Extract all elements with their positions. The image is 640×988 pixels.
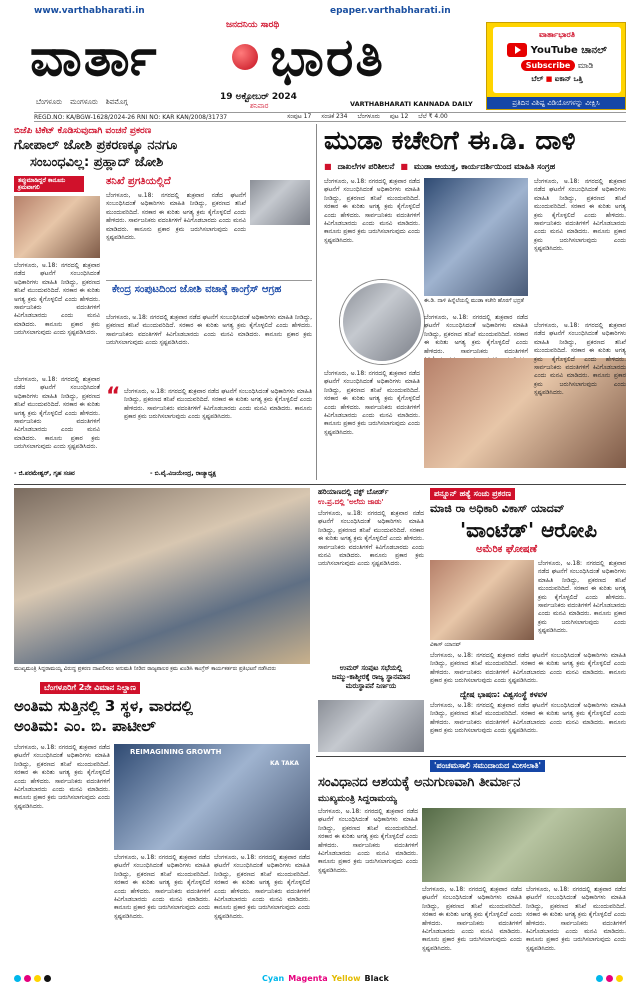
protest-photo — [14, 488, 310, 664]
section-divider — [14, 484, 626, 485]
yellow-label: Yellow — [331, 974, 361, 983]
youtube-play-icon — [507, 43, 527, 57]
registration-number: REGD.NO: KA/BGW-1628/2024-26 RNI NO: KAR KAN/2008/31737 — [34, 113, 228, 121]
jk-headline-3: ಮರುಸ್ಥಾಪನೆ ನಿರ್ಣಯ — [345, 682, 397, 690]
joshi-body-2: ಬೆಂಗಳೂರು, ಅ.18: ನಗರದಲ್ಲಿ ಶುಕ್ರವಾರ ನಡೆದ ಘಟನೆಗೆ ಸಂಬಂಧಿಸಿದಂತೆ ಅಧಿಕಾರಿಗಳು ಮಾಹಿತಿ ನೀಡಿದ್ದು, ಪ್ರಕರಣದ ತನಿಖೆ ಮುಂದುವರಿದಿದೆ. ಸರಕಾರ ಈ ಕುರಿತು ಅಗತ್ಯ ಕ್ರಮ ಕೈಗೊಳ್ಳಲಿದೆ ಎಂದು ಹೇಳಿದರು. ಸಾರ್ವಜನಿಕರು ವದಂತಿಗಳಿಗೆ ಕಿವಿಗೊಡಬಾರದು ಎಂದು ಮನವಿ ಮಾಡಿದರು. ಕಾನೂನು ಪ್ರಕಾರ ಕ್ರಮ ಜರುಗಿಸಲಾಗುವುದು ಎಂದು ಸ್ಪಷ್ಟಪಡಿಸಿದರು. — [14, 376, 100, 451]
cmyk-labels — [262, 974, 389, 983]
haryana-headline-2: ಉ.ಪ್ರ.ದಲ್ಲಿ 'ಅಲೆದು ಜಾಡು' — [318, 498, 384, 506]
magenta-dot-icon — [24, 975, 31, 982]
quote-credit-1: - ಜಿ.ಪರಮೇಶ್ವರ್, ಗೃಹ ಸಚಿವ — [14, 470, 75, 477]
muda-subhead-2: ಮುಡಾ ಆಯುಕ್ತ, ಕಾರ್ಯದರ್ಶಿಯಿಂದ ಮಾಹಿತಿ ಸಂಗ್ರಹ — [413, 162, 556, 171]
editions-list — [36, 98, 128, 107]
info-city: ಬೆಂಗಳೂರು — [357, 113, 380, 120]
youtube-ad[interactable] — [486, 22, 626, 110]
edition-item: ಮಂಗಳೂರು — [70, 98, 98, 106]
epaper-url[interactable]: epaper.varthabharati.in — [330, 6, 451, 16]
hate-speech-headline: ದ್ವೇಷ ಭಾಷಣ: ವಿಶ್ವಸಂಸ್ಥೆ ಕಳವಳ — [460, 690, 548, 699]
masthead-title-right: ಭಾರತಿ — [270, 27, 385, 88]
airport-headline-1: ಅಂತಿಮ ಸುತ್ತಿನಲ್ಲಿ 3 ಸ್ಥಳ, ವಾರದಲ್ಲಿ — [14, 697, 193, 715]
joshi-kicker: ಬಿಜೆಪಿ ಟಿಕೆಟ್ ಕೊಡಿಸುವುದಾಗಿ ವಂಚನೆ ಪ್ರಕರಣ — [14, 126, 152, 136]
airport-body-1: ಬೆಂಗಳೂರು, ಅ.18: ನಗರದಲ್ಲಿ ಶುಕ್ರವಾರ ನಡೆದ ಘಟನೆಗೆ ಸಂಬಂಧಿಸಿದಂತೆ ಅಧಿಕಾರಿಗಳು ಮಾಹಿತಿ ನೀಡಿದ್ದು, ಪ್ರಕರಣದ ತನಿಖೆ ಮುಂದುವರಿದಿದೆ. ಸರಕಾರ ಈ ಕುರಿತು ಅಗತ್ಯ ಕ್ರಮ ಕೈಗೊಳ್ಳಲಿದೆ ಎಂದು ಹೇಳಿದರು. ಸಾರ್ವಜನಿಕರು ವದಂತಿಗಳಿಗೆ ಕಿವಿಗೊಡಬಾರದು ಎಂದು ಮನವಿ ಮಾಡಿದರು. ಕಾನೂನು ಪ್ರಕಾರ ಕ್ರಮ ಜರುಗಿಸಲಾಗುವುದು ಎಂದು ಸ್ಪಷ್ಟಪಡಿಸಿದರು. — [14, 744, 110, 810]
probe-kicker: ತನಿಖೆ ಪ್ರಗತಿಯಲ್ಲಿದೆ — [106, 176, 171, 187]
airport-photo-banner: REIMAGINING GROWTH — [130, 748, 222, 756]
issue-day: ಶನಿವಾರ — [250, 102, 269, 110]
probe-body: ಬೆಂಗಳೂರು, ಅ.18: ನಗರದಲ್ಲಿ ಶುಕ್ರವಾರ ನಡೆದ ಘಟನೆಗೆ ಸಂಬಂಧಿಸಿದಂತೆ ಅಧಿಕಾರಿಗಳು ಮಾಹಿತಿ ನೀಡಿದ್ದು, ಪ್ರಕರಣದ ತನಿಖೆ ಮುಂದುವರಿದಿದೆ. ಸರಕಾರ ಈ ಕುರಿತು ಅಗತ್ಯ ಕ್ರಮ ಕೈಗೊಳ್ಳಲಿದೆ ಎಂದು ಹೇಳಿದರು. ಸಾರ್ವಜನಿಕರು ವದಂತಿಗಳಿಗೆ ಕಿವಿಗೊಡಬಾರದು ಎಂದು ಮನವಿ ಮಾಡಿದರು. ಕಾನೂನು ಪ್ರಕಾರ ಕ್ರಮ ಜರುಗಿಸಲಾಗುವುದು ಎಂದು ಸ್ಪಷ್ಟಪಡಿಸಿದರು. — [106, 192, 246, 242]
joshi-headline-line1: ಗೋಪಾಲ್ ಜೋಶಿ ಪ್ರಕರಣಕ್ಕೂ ನನಗೂ — [14, 138, 178, 153]
info-price: ಬೆಲೆ ₹ 4.00 — [418, 113, 448, 120]
muda-body-4: ಬೆಂಗಳೂರು, ಅ.18: ನಗರದಲ್ಲಿ ಶುಕ್ರವಾರ ನಡೆದ ಘಟನೆಗೆ ಸಂಬಂಧಿಸಿದಂತೆ ಅಧಿಕಾರಿಗಳು ಮಾಹಿತಿ ನೀಡಿದ್ದು, ಪ್ರಕರಣದ ತನಿಖೆ ಮುಂದುವರಿದಿದೆ. ಸರಕಾರ ಈ ಕುರಿತು ಅಗತ್ಯ ಕ್ರಮ ಕೈಗೊಳ್ಳಲಿದೆ ಎಂದು ಹೇಳಿದರು. ಸಾರ್ವಜನಿಕರು ವದಂತಿಗಳಿಗೆ — [424, 314, 528, 355]
muda-subheads: ■ ದಾಖಲೆಗಳ ಪರಿಶೀಲನೆ ■ ಮುಡಾ ಆಯುಕ್ತ, ಕಾರ್ಯದರ್ಶಿಯಿಂದ ಮಾಹಿತಿ ಸಂಗ್ರಹ — [324, 162, 556, 171]
jk-headline-1: ಉಮರ್ ಸಂಪುಟ ಸಭೆಯಲ್ಲಿ — [339, 664, 403, 672]
muda-headline: ಮುಡಾ ಕಚೇರಿಗೆ ಈ.ಡಿ. ದಾಳಿ — [324, 126, 576, 156]
wanted-body-2: ಬೆಂಗಳೂರು, ಅ.18: ನಗರದಲ್ಲಿ ಶುಕ್ರವಾರ ನಡೆದ ಘಟನೆಗೆ ಸಂಬಂಧಿಸಿದಂತೆ ಅಧಿಕಾರಿಗಳು ಮಾಹಿತಿ ನೀಡಿದ್ದು, ಪ್ರಕರಣದ ತನಿಖೆ ಮುಂದುವರಿದಿದೆ. ಸರಕಾರ ಈ ಕುರಿತು ಅಗತ್ಯ ಕ್ರಮ ಕೈಗೊಳ್ಳಲಿದೆ ಎಂದು ಹೇಳಿದರು. ಸಾರ್ವಜನಿಕರು ವದಂತಿಗಳಿಗೆ ಕಿವಿಗೊಡಬಾರದು ಎಂದು ಮನವಿ ಮಾಡಿದರು. ಕಾನೂನು ಪ್ರಕಾರ ಕ್ರಮ ಜರುಗಿಸಲಾಗುವುದು ಎಂದು ಸ್ಪಷ್ಟಪಡಿಸಿದರು. — [430, 652, 626, 685]
edition-item: ಶಿವಮೊಗ್ಗ — [105, 98, 128, 106]
jk-headline-2: ಜಮ್ಮು-ಕಾಶ್ಮೀರಕ್ಕೆ ರಾಜ್ಯ ಸ್ಥಾನಮಾನ — [331, 673, 411, 681]
vikas-photo-caption: ವಿಕಾಸ್ ಯಾದವ್ — [430, 642, 462, 648]
muda-body-2: ಬೆಂಗಳೂರು, ಅ.18: ನಗರದಲ್ಲಿ ಶುಕ್ರವಾರ ನಡೆದ ಘಟನೆಗೆ ಸಂಬಂಧಿಸಿದಂತೆ ಅಧಿಕಾರಿಗಳು ಮಾಹಿತಿ ನೀಡಿದ್ದು, ಪ್ರಕರಣದ ತನಿಖೆ ಮುಂದುವರಿದಿದೆ. ಸರಕಾರ ಈ ಕುರಿತು ಅಗತ್ಯ ಕ್ರಮ ಕೈಗೊಳ್ಳಲಿದೆ ಎಂದು ಹೇಳಿದರು. ಸಾರ್ವಜನಿಕರು ವದಂತಿಗಳಿಗೆ ಕಿವಿಗೊಡಬಾರದು ಎಂದು ಮನವಿ ಮಾಡಿದರು. ಕಾನೂನು ಪ್ರಕಾರ ಕ್ರಮ ಜರುಗಿಸಲಾಗುವುದು ಎಂದು ಸ್ಪಷ್ಟಪಡಿಸಿದರು. — [534, 178, 626, 253]
youtube-ad-panel — [493, 27, 621, 93]
info-pages: ಪುಟ 12 — [389, 113, 409, 120]
divider — [106, 280, 312, 281]
vijayendra-quote: ಬೆಂಗಳೂರು, ಅ.18: ನಗರದಲ್ಲಿ ಶುಕ್ರವಾರ ನಡೆದ ಘಟನೆಗೆ ಸಂಬಂಧಿಸಿದಂತೆ ಅಧಿಕಾರಿಗಳು ಮಾಹಿತಿ ನೀಡಿದ್ದು, ಪ್ರಕರಣದ ತನಿಖೆ ಮುಂದುವರಿದಿದೆ. ಸರಕಾರ ಈ ಕುರಿತು ಅಗತ್ಯ ಕ್ರಮ ಕೈಗೊಳ್ಳಲಿದೆ ಎಂದು ಹೇಳಿದರು. ಸಾರ್ವಜನಿಕರು ವದಂತಿಗಳಿಗೆ ಕಿವಿಗೊಡಬಾರದು ಎಂದು ಮನವಿ ಮಾಡಿದರು. ಕಾನೂನು ಪ್ರಕಾರ ಕ್ರಮ ಜರುಗಿಸಲಾಗುವುದು ಎಂದು ಸ್ಪಷ್ಟಪಡಿಸಿದರು. — [124, 388, 312, 421]
panchamasali-kicker: 'ಪಂಚಮಸಾಲಿ ಸಮುದಾಯದ ಮೀಸಲಾತಿ' — [430, 760, 545, 772]
black-dot-icon — [44, 975, 51, 982]
vikas-yadav-photo — [430, 560, 534, 640]
masthead-title-left: ವಾರ್ತಾ — [30, 27, 159, 88]
muda-body-5: ಬೆಂಗಳೂರು, ಅ.18: ನಗರದಲ್ಲಿ ಶುಕ್ರವಾರ ನಡೆದ ಘಟನೆಗೆ ಸಂಬಂಧಿಸಿದಂತೆ ಅಧಿಕಾರಿಗಳು ಮಾಹಿತಿ ನೀಡಿದ್ದು, ಪ್ರಕರಣದ ತನಿಖೆ ಮುಂದುವರಿದಿದೆ. ಸರಕಾರ ಈ ಕುರಿತು ಅಗತ್ಯ ಕ್ರಮ ಕೈಗೊಳ್ಳಲಿದೆ ಎಂದು ಹೇಳಿದರು. ಸಾರ್ವಜನಿಕರು ವದಂತಿಗಳಿಗೆ ಕಿವಿಗೊಡಬಾರದು ಎಂದು ಮನವಿ ಮಾಡಿದರು. ಕಾನೂನು ಪ್ರಕಾರ ಕ್ರಮ ಜರುಗಿಸಲಾಗುವುದು ಎಂದು ಸ್ಪಷ್ಟಪಡಿಸಿದರು. — [534, 322, 626, 397]
black-label: Black — [364, 974, 389, 983]
wanted-line-2: 'ವಾಂಟೆಡ್' ಆರೋಪಿ — [460, 518, 598, 542]
wanted-body-1: ಬೆಂಗಳೂರು, ಅ.18: ನಗರದಲ್ಲಿ ಶುಕ್ರವಾರ ನಡೆದ ಘಟನೆಗೆ ಸಂಬಂಧಿಸಿದಂತೆ ಅಧಿಕಾರಿಗಳು ಮಾಹಿತಿ ನೀಡಿದ್ದು, ಪ್ರಕರಣದ ತನಿಖೆ ಮುಂದುವರಿದಿದೆ. ಸರಕಾರ ಈ ಕುರಿತು ಅಗತ್ಯ ಕ್ರಮ ಕೈಗೊಳ್ಳಲಿದೆ ಎಂದು ಹೇಳಿದರು. ಸಾರ್ವಜನಿಕರು ವದಂತಿಗಳಿಗೆ ಕಿವಿಗೊಡಬಾರದು ಎಂದು ಮನವಿ ಮಾಡಿದರು. ಕಾನೂನು ಪ್ರಕಾರ ಕ್ರಮ ಜರುಗಿಸಲಾಗುವುದು ಎಂದು ಸ್ಪಷ್ಟಪಡಿಸಿದರು. — [538, 560, 626, 635]
panchamasali-body-1: ಬೆಂಗಳೂರು, ಅ.18: ನಗರದಲ್ಲಿ ಶುಕ್ರವಾರ ನಡೆದ ಘಟನೆಗೆ ಸಂಬಂಧಿಸಿದಂತೆ ಅಧಿಕಾರಿಗಳು ಮಾಹಿತಿ ನೀಡಿದ್ದು, ಪ್ರಕರಣದ ತನಿಖೆ ಮುಂದುವರಿದಿದೆ. ಸರಕಾರ ಈ ಕುರಿತು ಅಗತ್ಯ ಕ್ರಮ ಕೈಗೊಳ್ಳಲಿದೆ ಎಂದು ಹೇಳಿದರು. ಸಾರ್ವಜನಿಕರು ವದಂತಿಗಳಿಗೆ ಕಿವಿಗೊಡಬಾರದು ಎಂದು ಮನವಿ ಮಾಡಿದರು. ಕಾನೂನು ಪ್ರಕಾರ ಕ್ರಮ ಜರುಗಿಸಲಾಗುವುದು ಎಂದು ಸ್ಪಷ್ಟಪಡಿಸಿದರು. — [318, 808, 418, 874]
tagline: ಜನದನಿಯ ಸಾರಥಿ — [226, 20, 280, 30]
muda-subhead-1: ದಾಖಲೆಗಳ ಪರಿಶೀಲನೆ — [337, 162, 395, 171]
bell-label: ಬೆಲ್ — [531, 75, 544, 83]
airport-headline-2: ಅಂತಿಮ: ಎಂ. ಬಿ. ಪಾಟೀಲ್ — [14, 717, 156, 735]
magenta-label: Magenta — [288, 974, 328, 983]
cyan-label: Cyan — [262, 974, 285, 983]
panchamasali-headline: ಸಂವಿಧಾನದ ಆಶಯಕ್ಕೆ ಅನುಗುಣವಾಗಿ ತೀರ್ಮಾನ — [318, 775, 521, 790]
haryana-headline-1: ಹರಿಯಾಣದಲ್ಲಿ ವಕ್ಫ್ ಬೋರ್ಡ್ — [318, 488, 389, 496]
wanted-kicker: ಪನ್ನೂನ್ ಹತ್ಯೆ ಸಂಚು ಪ್ರಕರಣ — [430, 488, 515, 500]
issue-date: 19 ಅಕ್ಟೋಬರ್ 2024 — [220, 92, 297, 102]
icon-press-label: ಐಕಾನ್ ಒತ್ತಿ — [554, 75, 583, 83]
joshi-sub-kicker: ತಪ್ಪುಮಾಡಿದ್ದರೆ ಕಾನೂನು ಕ್ರಮವಾಗಲಿ — [14, 176, 84, 192]
yellow-dot-icon — [616, 975, 623, 982]
airport-photo-banner-2: KA TAKA — [270, 760, 299, 767]
subscribe-suffix: ಮಾಡಿ — [577, 61, 594, 70]
website-url[interactable]: www.varthabharati.in — [34, 6, 145, 16]
info-volume: ಸಂಪುಟ 17 — [287, 113, 312, 120]
registration-dots — [596, 975, 623, 982]
muda-office-photo — [424, 178, 528, 296]
jk-story — [318, 664, 424, 691]
airport-kicker: ಬೆಂಗಳೂರಿಗೆ 2ನೇ ವಿಮಾನ ನಿಲ್ದಾಣ — [40, 682, 140, 694]
parameshwara-photo — [250, 180, 310, 225]
bell-icon: ■ — [545, 75, 553, 83]
muda-body-3: ಬೆಂಗಳೂರು, ಅ.18: ನಗರದಲ್ಲಿ ಶುಕ್ರವಾರ ನಡೆದ ಘಟನೆಗೆ ಸಂಬಂಧಿಸಿದಂತೆ ಅಧಿಕಾರಿಗಳು ಮಾಹಿತಿ ನೀಡಿದ್ದು, ಪ್ರಕರಣದ ತನಿಖೆ ಮುಂದುವರಿದಿದೆ. ಸರಕಾರ ಈ ಕುರಿತು ಅಗತ್ಯ ಕ್ರಮ ಕೈಗೊಳ್ಳಲಿದೆ ಎಂದು ಹೇಳಿದರು. ಸಾರ್ವಜನಿಕರು ವದಂತಿಗಳಿಗೆ ಕಿವಿಗೊಡಬಾರದು ಎಂದು ಮನವಿ ಮಾಡಿದರು. ಕಾನೂನು ಪ್ರಕಾರ ಕ್ರಮ ಜರುಗಿಸಲಾಗುವುದು ಎಂದು ಸ್ಪಷ್ಟಪಡಿಸಿದರು. — [324, 370, 420, 436]
congress-body: ಬೆಂಗಳೂರು, ಅ.18: ನಗರದಲ್ಲಿ ಶುಕ್ರವಾರ ನಡೆದ ಘಟನೆಗೆ ಸಂಬಂಧಿಸಿದಂತೆ ಅಧಿಕಾರಿಗಳು ಮಾಹಿತಿ ನೀಡಿದ್ದು, ಪ್ರಕರಣದ ತನಿಖೆ ಮುಂದುವರಿದಿದೆ. ಸರಕಾರ ಈ ಕುರಿತು ಅಗತ್ಯ ಕ್ರಮ ಕೈಗೊಳ್ಳಲಿದೆ ಎಂದು ಹೇಳಿದರು. ಸಾರ್ವಜನಿಕರು ವದಂತಿಗಳಿಗೆ ಕಿವಿಗೊಡಬಾರದು ಎಂದು ಮನವಿ ಮಾಡಿದರು. ಕಾನೂನು ಪ್ರಕಾರ ಕ್ರಮ ಜರುಗಿಸಲಾಗುವುದು ಎಂದು ಸ್ಪಷ್ಟಪಡಿಸಿದರು. — [106, 314, 312, 347]
panchamasali-body-2: ಬೆಂಗಳೂರು, ಅ.18: ನಗರದಲ್ಲಿ ಶುಕ್ರವಾರ ನಡೆದ ಘಟನೆಗೆ ಸಂಬಂಧಿಸಿದಂತೆ ಅಧಿಕಾರಿಗಳು ಮಾಹಿತಿ ನೀಡಿದ್ದು, ಪ್ರಕರಣದ ತನಿಖೆ ಮುಂದುವರಿದಿದೆ. ಸರಕಾರ ಈ ಕುರಿತು ಅಗತ್ಯ ಕ್ರಮ ಕೈಗೊಳ್ಳಲಿದೆ ಎಂದು ಹೇಳಿದರು. ಸಾರ್ವಜನಿಕರು ವದಂತಿಗಳಿಗೆ ಕಿವಿಗೊಡಬಾರದು ಎಂದು ಮನವಿ ಮಾಡಿದರು. ಕಾನೂನು ಪ್ರಕಾರ ಕ್ರಮ ಜರುಗಿಸಲಾಗುವುದು ಎಂದು ಸ್ಪಷ್ಟಪಡಿಸಿದರು. — [422, 886, 522, 952]
panchamasali-photo — [422, 808, 626, 882]
muda-inset-photo — [340, 280, 424, 364]
youtube-channel-label: YouTube ಚಾನಲ್ — [530, 45, 607, 56]
info-strip — [34, 112, 626, 122]
joshi-photo — [14, 196, 100, 258]
wanted-line-3: ಅಮೆರಿಕ ಘೋಷಣೆ — [476, 544, 538, 555]
muda-body-1: ಬೆಂಗಳೂರು, ಅ.18: ನಗರದಲ್ಲಿ ಶುಕ್ರವಾರ ನಡೆದ ಘಟನೆಗೆ ಸಂಬಂಧಿಸಿದಂತೆ ಅಧಿಕಾರಿಗಳು ಮಾಹಿತಿ ನೀಡಿದ್ದು, ಪ್ರಕರಣದ ತನಿಖೆ ಮುಂದುವರಿದಿದೆ. ಸರಕಾರ ಈ ಕುರಿತು ಅಗತ್ಯ ಕ್ರಮ ಕೈಗೊಳ್ಳಲಿದೆ ಎಂದು ಹೇಳಿದರು. ಸಾರ್ವಜನಿಕರು ವದಂತಿಗಳಿಗೆ ಕಿವಿಗೊಡಬಾರದು ಎಂದು ಮನವಿ ಮಾಡಿದರು. ಕಾನೂನು ಪ್ರಕಾರ ಕ್ರಮ ಜರುಗಿಸಲಾಗುವುದು ಎಂದು ಸ್ಪಷ್ಟಪಡಿಸಿದರು. — [324, 178, 420, 244]
info-issue: ಸಂಚಿಕೆ 234 — [321, 113, 348, 120]
haryana-body: ಬೆಂಗಳೂರು, ಅ.18: ನಗರದಲ್ಲಿ ಶುಕ್ರವಾರ ನಡೆದ ಘಟನೆಗೆ ಸಂಬಂಧಿಸಿದಂತೆ ಅಧಿಕಾರಿಗಳು ಮಾಹಿತಿ ನೀಡಿದ್ದು, ಪ್ರಕರಣದ ತನಿಖೆ ಮುಂದುವರಿದಿದೆ. ಸರಕಾರ ಈ ಕುರಿತು ಅಗತ್ಯ ಕ್ರಮ ಕೈಗೊಳ್ಳಲಿದೆ ಎಂದು ಹೇಳಿದರು. ಸಾರ್ವಜನಿಕರು ವದಂತಿಗಳಿಗೆ ಕಿವಿಗೊಡಬಾರದು ಎಂದು ಮನವಿ ಮಾಡಿದರು. ಕಾನೂನು ಪ್ರಕಾರ ಕ್ರಮ ಜರುಗಿಸಲಾಗುವುದು ಎಂದು ಸ್ಪಷ್ಟಪಡಿಸಿದರು. — [318, 510, 424, 568]
congress-demand-headline: ಕೇಂದ್ರ ಸಂಪುಟದಿಂದ ಜೋಶಿ ವಜಾಕ್ಕೆ ಕಾಂಗ್ರೆಸ್ ಆಗ್ರಹ — [112, 284, 282, 295]
protest-caption: ಮುಖ್ಯಮಂತ್ರಿ ಸಿದ್ದರಾಮಯ್ಯ ವಿರುದ್ಧ ಪ್ರಕರಣ ದಾಖಲಿಸಲು ಅನುಮತಿ ನೀಡಿದ ರಾಜ್ಯಪಾಲರ ಕ್ರಮ ಖಂಡಿಸಿ ಕಾಂಗ್ರೆಸ್ ಕಾರ್ಯಕರ್ತರು ಪ್ರತಿಭಟನೆ ನಡೆಸಿದರು — [14, 666, 276, 672]
panchamasali-body-3: ಬೆಂಗಳೂರು, ಅ.18: ನಗರದಲ್ಲಿ ಶುಕ್ರವಾರ ನಡೆದ ಘಟನೆಗೆ ಸಂಬಂಧಿಸಿದಂತೆ ಅಧಿಕಾರಿಗಳು ಮಾಹಿತಿ ನೀಡಿದ್ದು, ಪ್ರಕರಣದ ತನಿಖೆ ಮುಂದುವರಿದಿದೆ. ಸರಕಾರ ಈ ಕುರಿತು ಅಗತ್ಯ ಕ್ರಮ ಕೈಗೊಳ್ಳಲಿದೆ ಎಂದು ಹೇಳಿದರು. ಸಾರ್ವಜನಿಕರು ವದಂತಿಗಳಿಗೆ ಕಿವಿಗೊಡಬಾರದು ಎಂದು ಮನವಿ ಮಾಡಿದರು. ಕಾನೂನು ಪ್ರಕಾರ ಕ್ರಮ ಜರುಗಿಸಲಾಗುವುದು ಎಂದು ಸ್ಪಷ್ಟಪಡಿಸಿದರು. — [526, 886, 626, 952]
yellow-dot-icon — [34, 975, 41, 982]
section-divider — [316, 756, 626, 757]
paper-name-en: VARTHABHARATI KANNADA DAILY — [350, 100, 473, 108]
edition-item: ಬೆಂಗಳೂರು — [36, 98, 63, 106]
airport-body-2: ಬೆಂಗಳೂರು, ಅ.18: ನಗರದಲ್ಲಿ ಶುಕ್ರವಾರ ನಡೆದ ಘಟನೆಗೆ ಸಂಬಂಧಿಸಿದಂತೆ ಅಧಿಕಾರಿಗಳು ಮಾಹಿತಿ ನೀಡಿದ್ದು, ಪ್ರಕರಣದ ತನಿಖೆ ಮುಂದುವರಿದಿದೆ. ಸರಕಾರ ಈ ಕುರಿತು ಅಗತ್ಯ ಕ್ರಮ ಕೈಗೊಳ್ಳಲಿದೆ ಎಂದು ಹೇಳಿದರು. ಸಾರ್ವಜನಿಕರು ವದಂತಿಗಳಿಗೆ ಕಿವಿಗೊಡಬಾರದು ಎಂದು ಮನವಿ ಮಾಡಿದರು. ಕಾನೂನು ಪ್ರಕಾರ ಕ್ರಮ ಜರುಗಿಸಲಾಗುವುದು ಎಂದು ಸ್ಪಷ್ಟಪಡಿಸಿದರು. — [114, 854, 210, 920]
jk-illustration — [318, 700, 424, 752]
magenta-dot-icon — [606, 975, 613, 982]
muda-photo-caption: ಈ.ಡಿ. ದಾಳಿ ಹಿನ್ನೆಲೆಯಲ್ಲಿ ಮುಡಾ ಕಚೇರಿ ಹೊರಗೆ ಭದ್ರತೆ — [424, 298, 524, 304]
panchamasali-byline: ಮುಖ್ಯಮಂತ್ರಿ ಸಿದ್ದರಾಮಯ್ಯ — [318, 794, 397, 804]
youtube-ad-title: ವಾರ್ತಾಭಾರತಿ — [539, 30, 575, 39]
cyan-dot-icon — [596, 975, 603, 982]
joshi-headline-line2: ಸಂಬಂಧವಿಲ್ಲ: ಪ್ರಹ್ಲಾದ್ ಜೋಶಿ — [30, 155, 164, 170]
registration-dots — [14, 975, 51, 982]
wanted-line-1: ಮಾಜಿ ರಾ ಅಧಿಕಾರಿ ವಿಕಾಸ್ ಯಾದವ್ — [430, 502, 565, 515]
youtube-ad-strip: ಪ್ರತಿದಿನ ವಿಶಿಷ್ಟ ವಿಡಿಯೋಗಳನ್ನು ವೀಕ್ಷಿಸಿ — [487, 97, 625, 109]
globe-logo-icon — [232, 44, 258, 70]
airport-body-3: ಬೆಂಗಳೂರು, ಅ.18: ನಗರದಲ್ಲಿ ಶುಕ್ರವಾರ ನಡೆದ ಘಟನೆಗೆ ಸಂಬಂಧಿಸಿದಂತೆ ಅಧಿಕಾರಿಗಳು ಮಾಹಿತಿ ನೀಡಿದ್ದು, ಪ್ರಕರಣದ ತನಿಖೆ ಮುಂದುವರಿದಿದೆ. ಸರಕಾರ ಈ ಕುರಿತು ಅಗತ್ಯ ಕ್ರಮ ಕೈಗೊಳ್ಳಲಿದೆ ಎಂದು ಹೇಳಿದರು. ಸಾರ್ವಜನಿಕರು ವದಂತಿಗಳಿಗೆ ಕಿವಿಗೊಡಬಾರದು ಎಂದು ಮನವಿ ಮಾಡಿದರು. ಕಾನೂನು ಪ್ರಕಾರ ಕ್ರಮ ಜರುಗಿಸಲಾಗುವುದು ಎಂದು ಸ್ಪಷ್ಟಪಡಿಸಿದರು. — [214, 854, 310, 920]
joshi-body-1: ಬೆಂಗಳೂರು, ಅ.18: ನಗರದಲ್ಲಿ ಶುಕ್ರವಾರ ನಡೆದ ಘಟನೆಗೆ ಸಂಬಂಧಿಸಿದಂತೆ ಅಧಿಕಾರಿಗಳು ಮಾಹಿತಿ ನೀಡಿದ್ದು, ಪ್ರಕರಣದ ತನಿಖೆ ಮುಂದುವರಿದಿದೆ. ಸರಕಾರ ಈ ಕುರಿತು ಅಗತ್ಯ ಕ್ರಮ ಕೈಗೊಳ್ಳಲಿದೆ ಎಂದು ಹೇಳಿದರು. ಸಾರ್ವಜನಿಕರು ವದಂತಿಗಳಿಗೆ ಕಿವಿಗೊಡಬಾರದು ಎಂದು ಮನವಿ ಮಾಡಿದರು. ಕಾನೂನು ಪ್ರಕಾರ ಕ್ರಮ ಜರುಗಿಸಲಾಗುವುದು ಎಂದು ಸ್ಪಷ್ಟಪಡಿಸಿದರು. — [14, 262, 100, 337]
hate-speech-body: ಬೆಂಗಳೂರು, ಅ.18: ನಗರದಲ್ಲಿ ಶುಕ್ರವಾರ ನಡೆದ ಘಟನೆಗೆ ಸಂಬಂಧಿಸಿದಂತೆ ಅಧಿಕಾರಿಗಳು ಮಾಹಿತಿ ನೀಡಿದ್ದು, ಪ್ರಕರಣದ ತನಿಖೆ ಮುಂದುವರಿದಿದೆ. ಸರಕಾರ ಈ ಕುರಿತು ಅಗತ್ಯ ಕ್ರಮ ಕೈಗೊಳ್ಳಲಿದೆ ಎಂದು ಹೇಳಿದರು. ಸಾರ್ವಜನಿಕರು ವದಂತಿಗಳಿಗೆ ಕಿವಿಗೊಡಬಾರದು ಎಂದು ಮನವಿ ಮಾಡಿದರು. ಕಾನೂನು ಪ್ರಕಾರ ಕ್ರಮ ಜರುಗಿಸಲಾಗುವುದು ಎಂದು ಸ್ಪಷ್ಟಪಡಿಸಿದರು. — [430, 702, 626, 735]
subscribe-button[interactable]: Subscribe — [521, 60, 576, 71]
quote-credit-2: - ಬಿ.ವೈ.ವಿಜಯೇಂದ್ರ, ರಾಜ್ಯಾಧ್ಯಕ್ಷ — [150, 470, 216, 477]
cyan-dot-icon — [14, 975, 21, 982]
column-divider — [316, 124, 317, 480]
quote-mark-icon: “ — [106, 384, 121, 409]
